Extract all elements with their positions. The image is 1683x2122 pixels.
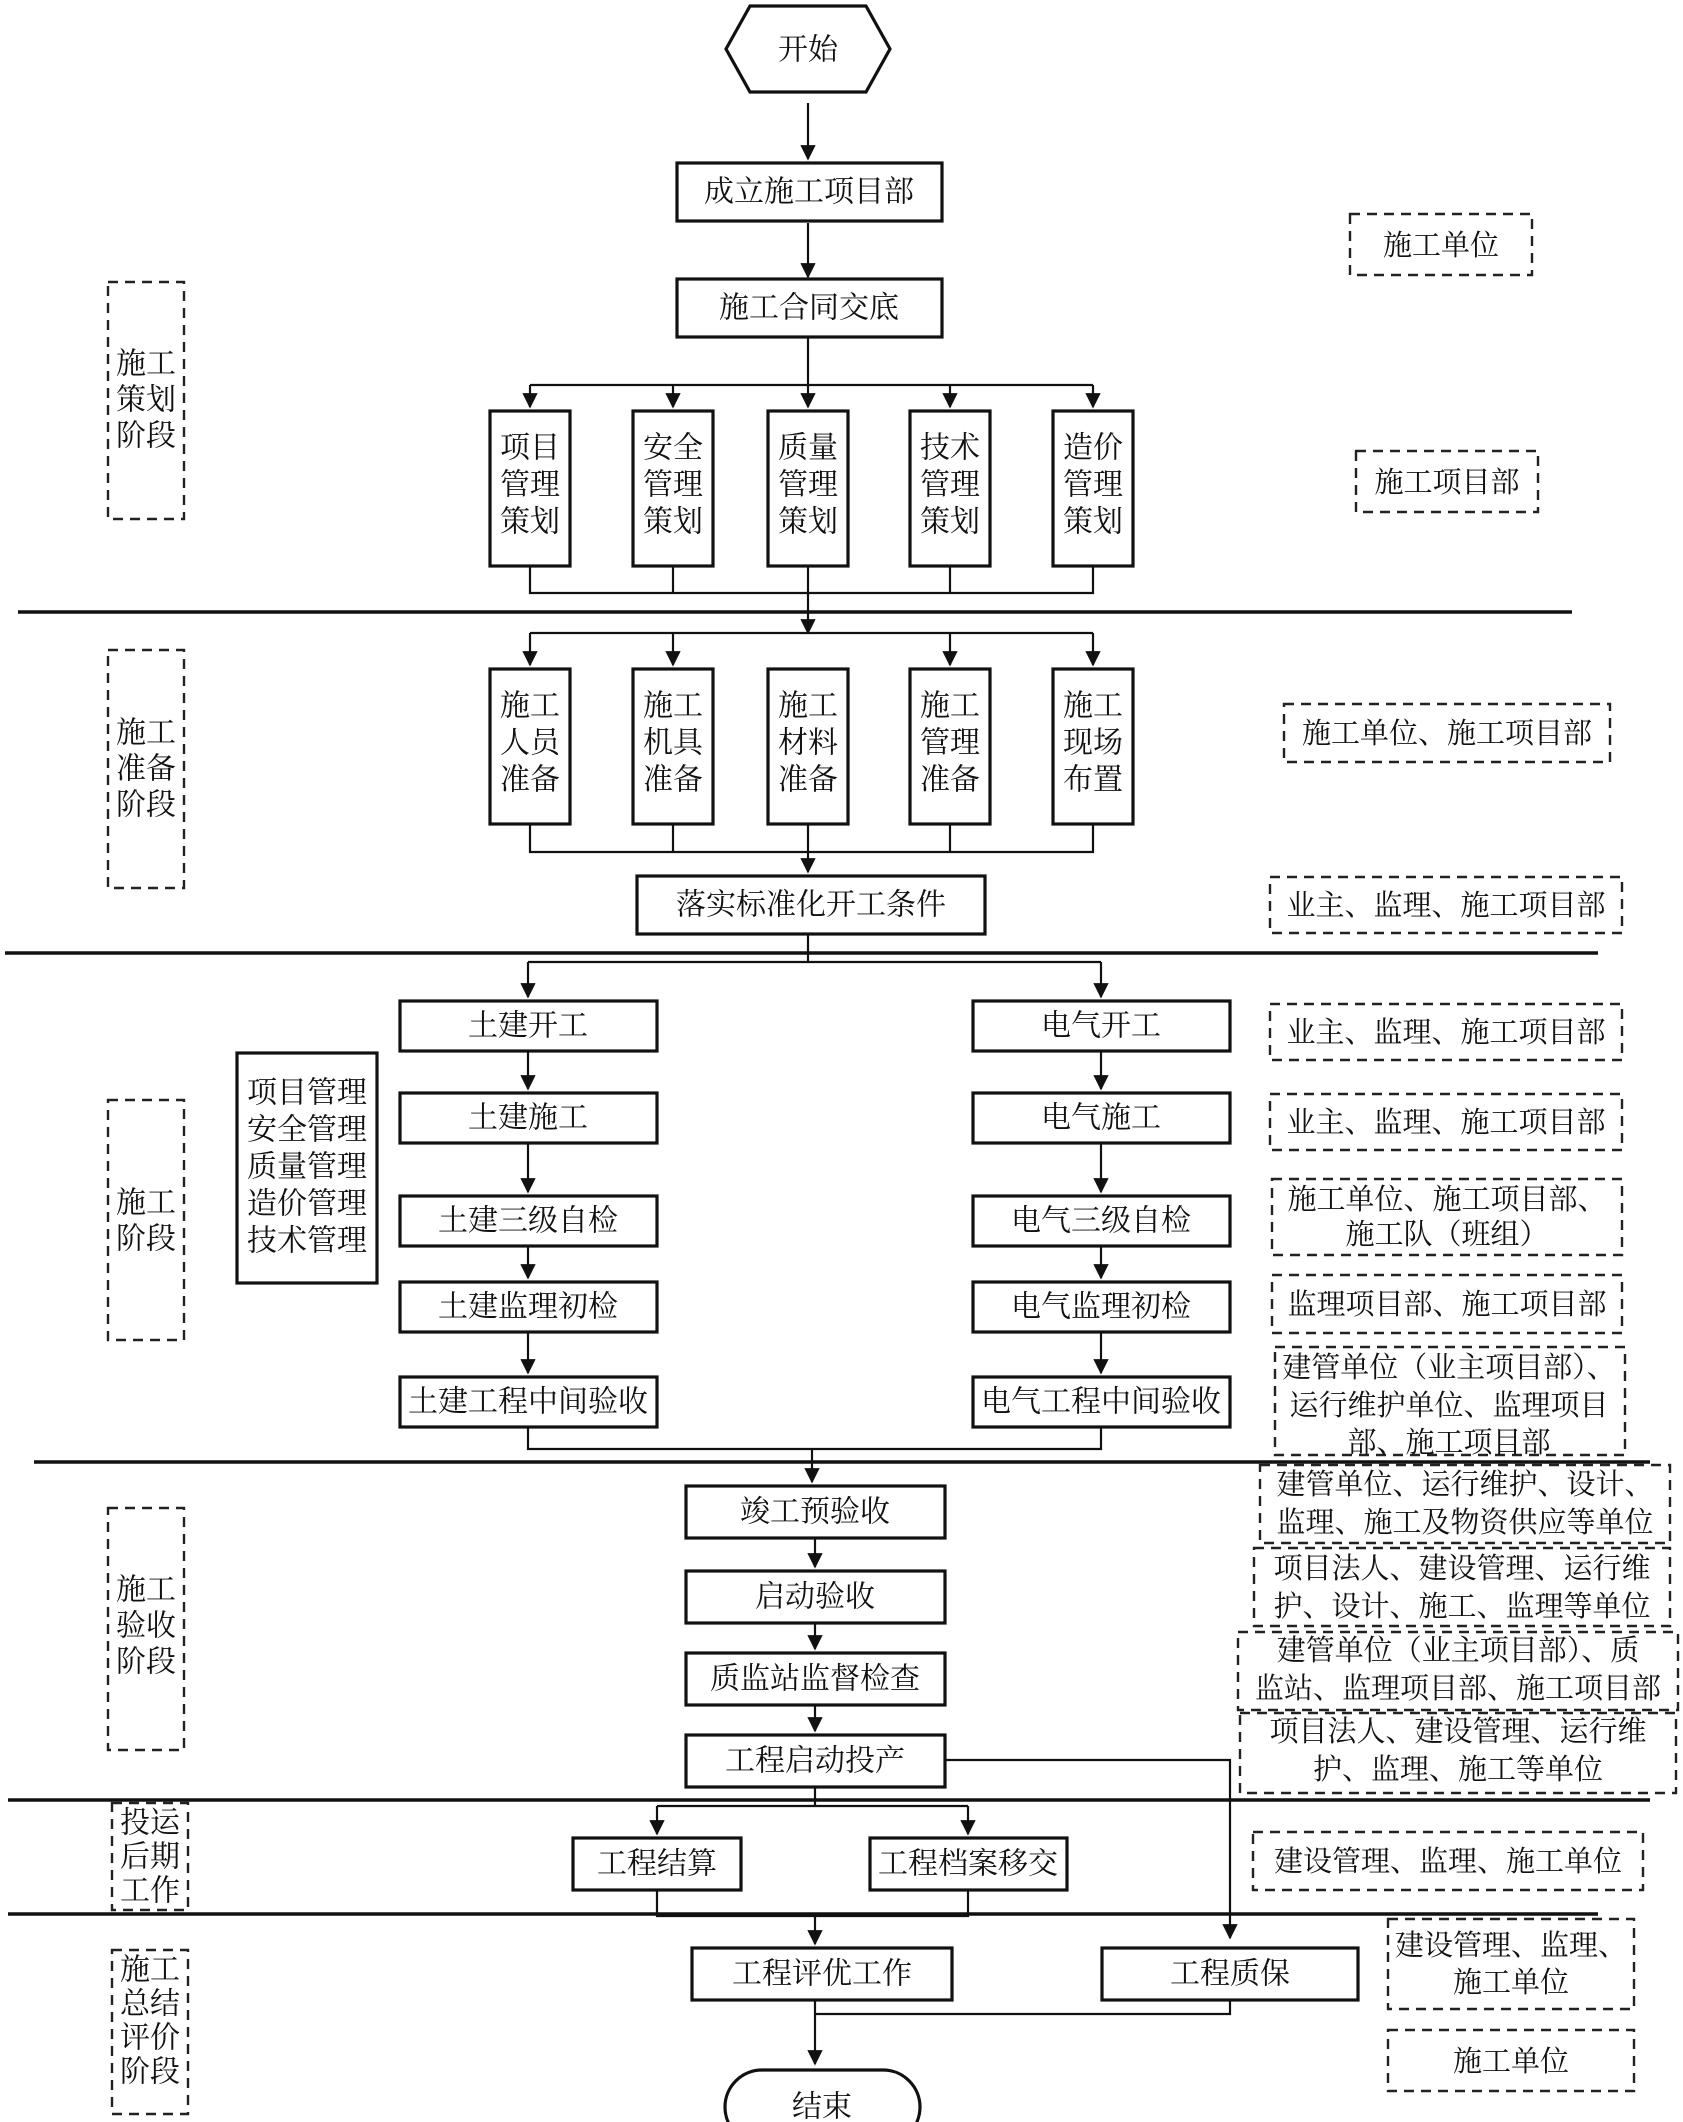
svg-text:项目: 项目 [500, 430, 560, 466]
management-box [237, 1053, 377, 1283]
electrical-construction [973, 1093, 1230, 1143]
node-settlement [573, 1838, 741, 1890]
plan-project-management [490, 411, 570, 566]
svg-text:电气施工: 电气施工 [1041, 1100, 1161, 1136]
svg-text:护、设计、施工、监理等单位: 护、设计、施工、监理等单位 [1273, 1589, 1651, 1623]
stage-label-summary [112, 1950, 188, 2114]
node-contract-briefing [677, 279, 942, 337]
prep-materials [768, 669, 848, 824]
svg-text:施工单位: 施工单位 [1382, 228, 1500, 262]
svg-text:安全管理: 安全管理 [247, 1112, 367, 1148]
svg-text:落实标准化开工条件: 落实标准化开工条件 [676, 887, 946, 923]
svg-text:质监站监督检查: 质监站监督检查 [710, 1661, 920, 1697]
svg-text:电气工程中间验收: 电气工程中间验收 [981, 1384, 1221, 1420]
prep-management [910, 669, 990, 824]
svg-text:施工: 施工 [116, 346, 176, 382]
node-start-conditions [637, 876, 985, 934]
svg-text:电气三级自检: 电气三级自检 [1011, 1203, 1191, 1239]
svg-text:项目法人、建设管理、运行维: 项目法人、建设管理、运行维 [1269, 1714, 1647, 1748]
resp-r14 [1253, 1832, 1643, 1890]
resp-r6 [1270, 1094, 1622, 1150]
svg-text:现场: 现场 [1063, 725, 1123, 761]
prep-personnel [490, 669, 570, 824]
node-archive-transfer [870, 1838, 1067, 1890]
node-establish-project-dept [677, 163, 942, 221]
svg-text:阶段: 阶段 [120, 2054, 180, 2090]
svg-text:准备: 准备 [116, 751, 176, 787]
svg-text:技术: 技术 [920, 430, 980, 466]
svg-text:造价管理: 造价管理 [247, 1186, 367, 1222]
svg-text:安全: 安全 [643, 430, 703, 466]
svg-text:电气监理初检: 电气监理初检 [1011, 1289, 1191, 1325]
stage-label-preparation [108, 650, 184, 888]
svg-text:评价: 评价 [120, 2020, 180, 2056]
electrical-self-check [973, 1196, 1230, 1246]
svg-text:电气开工: 电气开工 [1041, 1008, 1161, 1044]
resp-r12 [1238, 1632, 1678, 1710]
civil-start [400, 1001, 657, 1051]
svg-text:施工: 施工 [116, 1185, 176, 1221]
svg-text:建设管理、监理、施工单位: 建设管理、监理、施工单位 [1273, 1844, 1623, 1878]
svg-text:施工: 施工 [778, 688, 838, 724]
stage-label-planning [108, 282, 184, 519]
svg-text:准备: 准备 [920, 762, 980, 798]
civil-supervision-check [400, 1282, 657, 1332]
resp-r10 [1260, 1465, 1670, 1543]
civil-intermediate-acceptance [400, 1377, 657, 1427]
svg-text:施工: 施工 [643, 688, 703, 724]
svg-text:后期: 后期 [120, 1839, 180, 1875]
svg-text:机具: 机具 [643, 725, 703, 761]
electrical-intermediate-acceptance [973, 1377, 1230, 1427]
svg-text:阶段: 阶段 [116, 787, 176, 823]
svg-text:施工单位: 施工单位 [1452, 1965, 1570, 1999]
svg-text:施工: 施工 [920, 688, 980, 724]
preparation-boxes [490, 669, 1133, 824]
resp-r13 [1240, 1713, 1676, 1793]
svg-text:项目管理: 项目管理 [247, 1075, 367, 1111]
svg-text:总结: 总结 [120, 1986, 180, 2022]
svg-text:造价: 造价 [1063, 430, 1123, 466]
svg-text:监站、监理项目部、施工项目部: 监站、监理项目部、施工项目部 [1254, 1671, 1662, 1705]
resp-r16 [1388, 2030, 1634, 2091]
resp-r5 [1270, 1004, 1622, 1060]
svg-text:管理: 管理 [1063, 467, 1123, 503]
svg-text:阶段: 阶段 [116, 1221, 176, 1257]
svg-text:施工: 施工 [1063, 688, 1123, 724]
svg-text:策划: 策划 [920, 504, 980, 540]
svg-text:业主、监理、施工项目部: 业主、监理、施工项目部 [1286, 1015, 1606, 1049]
svg-text:成立施工项目部: 成立施工项目部 [704, 174, 914, 210]
svg-text:项目法人、建设管理、运行维: 项目法人、建设管理、运行维 [1273, 1551, 1651, 1585]
svg-text:工程评优工作: 工程评优工作 [732, 1956, 912, 1992]
svg-text:运行维护单位、监理项目: 运行维护单位、监理项目 [1289, 1388, 1609, 1422]
svg-text:质量管理: 质量管理 [247, 1149, 367, 1185]
svg-text:土建监理初检: 土建监理初检 [438, 1289, 618, 1325]
svg-text:竣工预验收: 竣工预验收 [740, 1494, 890, 1530]
svg-text:策划: 策划 [116, 382, 176, 418]
svg-text:验收: 验收 [116, 1608, 176, 1644]
svg-text:土建工程中间验收: 土建工程中间验收 [408, 1384, 648, 1420]
resp-r2 [1356, 451, 1538, 512]
svg-text:建管单位、运行维护、设计、: 建管单位、运行维护、设计、 [1276, 1467, 1654, 1501]
svg-text:施工: 施工 [116, 1572, 176, 1608]
svg-text:施工: 施工 [120, 1952, 180, 1988]
plan-technical-management [910, 411, 990, 566]
start-node [726, 6, 890, 92]
svg-text:施工: 施工 [116, 715, 176, 751]
svg-text:准备: 准备 [643, 762, 703, 798]
civil-construction [400, 1093, 657, 1143]
electrical-supervision-check [973, 1282, 1230, 1332]
stage-label-construction [108, 1100, 184, 1340]
electrical-start [973, 1001, 1230, 1051]
svg-text:管理: 管理 [500, 467, 560, 503]
svg-text:策划: 策划 [643, 504, 703, 540]
svg-text:准备: 准备 [778, 762, 838, 798]
svg-text:投运: 投运 [120, 1805, 180, 1841]
resp-r15 [1388, 1919, 1634, 2009]
node-warranty [1102, 1948, 1358, 2000]
svg-text:施工合同交底: 施工合同交底 [719, 290, 899, 326]
svg-text:土建开工: 土建开工 [468, 1008, 588, 1044]
svg-text:技术管理: 技术管理 [247, 1223, 367, 1259]
svg-text:施工单位、施工项目部、: 施工单位、施工项目部、 [1287, 1182, 1607, 1216]
svg-text:业主、监理、施工项目部: 业主、监理、施工项目部 [1286, 1105, 1606, 1139]
end-node [725, 2070, 920, 2122]
resp-r7 [1272, 1179, 1622, 1255]
svg-text:监理、施工及物资供应等单位: 监理、施工及物资供应等单位 [1276, 1505, 1654, 1539]
svg-text:业主、监理、施工项目部: 业主、监理、施工项目部 [1286, 888, 1606, 922]
resp-r9 [1275, 1347, 1625, 1459]
svg-text:人员: 人员 [500, 725, 560, 761]
svg-text:施工单位: 施工单位 [1452, 2044, 1570, 2078]
svg-text:施工: 施工 [500, 688, 560, 724]
resp-r11 [1254, 1548, 1670, 1626]
svg-text:监理项目部、施工项目部: 监理项目部、施工项目部 [1287, 1287, 1607, 1321]
svg-text:施工队（班组）: 施工队（班组） [1345, 1217, 1549, 1251]
pre-completion-acceptance [686, 1486, 945, 1538]
svg-text:启动验收: 启动验收 [755, 1579, 875, 1615]
svg-text:护、监理、施工等单位: 护、监理、施工等单位 [1312, 1752, 1604, 1786]
plan-quality-management [768, 411, 848, 566]
svg-text:工程启动投产: 工程启动投产 [725, 1743, 905, 1779]
prep-site-layout [1053, 669, 1133, 824]
svg-text:管理: 管理 [778, 467, 838, 503]
svg-text:阶段: 阶段 [116, 418, 176, 454]
responsible-boxes [1238, 214, 1678, 2091]
svg-text:建设管理、监理、: 建设管理、监理、 [1394, 1928, 1628, 1962]
resp-r3 [1284, 704, 1610, 762]
startup-acceptance [686, 1571, 945, 1623]
svg-text:建管单位（业主项目部）、: 建管单位（业主项目部）、 [1282, 1350, 1616, 1384]
svg-text:建管单位（业主项目部）、质: 建管单位（业主项目部）、质 [1276, 1633, 1640, 1667]
svg-text:工程档案移交: 工程档案移交 [878, 1846, 1058, 1882]
svg-text:策划: 策划 [500, 504, 560, 540]
planning-boxes [490, 411, 1133, 566]
quality-station-inspection [686, 1653, 945, 1705]
svg-text:土建施工: 土建施工 [468, 1100, 588, 1136]
node-evaluation [692, 1948, 952, 2000]
svg-text:质量: 质量 [778, 430, 838, 466]
prep-machinery [633, 669, 713, 824]
svg-text:准备: 准备 [500, 762, 560, 798]
svg-text:部、施工项目部: 部、施工项目部 [1347, 1425, 1551, 1459]
svg-text:工程结算: 工程结算 [597, 1846, 717, 1882]
civil-self-check [400, 1196, 657, 1246]
stage-label-acceptance [108, 1508, 184, 1750]
svg-text:策划: 策划 [1063, 504, 1123, 540]
svg-text:施工单位、施工项目部: 施工单位、施工项目部 [1301, 716, 1593, 750]
resp-r4 [1270, 877, 1622, 933]
svg-text:材料: 材料 [778, 725, 838, 761]
start-label: 开始 [778, 32, 838, 68]
svg-text:施工项目部: 施工项目部 [1374, 465, 1520, 499]
svg-text:管理: 管理 [920, 725, 980, 761]
project-commissioning [686, 1735, 945, 1787]
svg-text:策划: 策划 [778, 504, 838, 540]
svg-text:工作: 工作 [120, 1873, 180, 1909]
svg-text:布置: 布置 [1063, 762, 1123, 798]
plan-safety-management [633, 411, 713, 566]
svg-text:管理: 管理 [643, 467, 703, 503]
svg-text:土建三级自检: 土建三级自检 [438, 1203, 618, 1239]
stage-label-post [112, 1803, 188, 1910]
svg-text:工程质保: 工程质保 [1170, 1956, 1290, 1992]
svg-text:阶段: 阶段 [116, 1644, 176, 1680]
plan-cost-management [1053, 411, 1133, 566]
end-label: 结束 [792, 2089, 852, 2122]
svg-text:管理: 管理 [920, 467, 980, 503]
resp-r1 [1350, 214, 1532, 275]
resp-r8 [1272, 1275, 1622, 1333]
